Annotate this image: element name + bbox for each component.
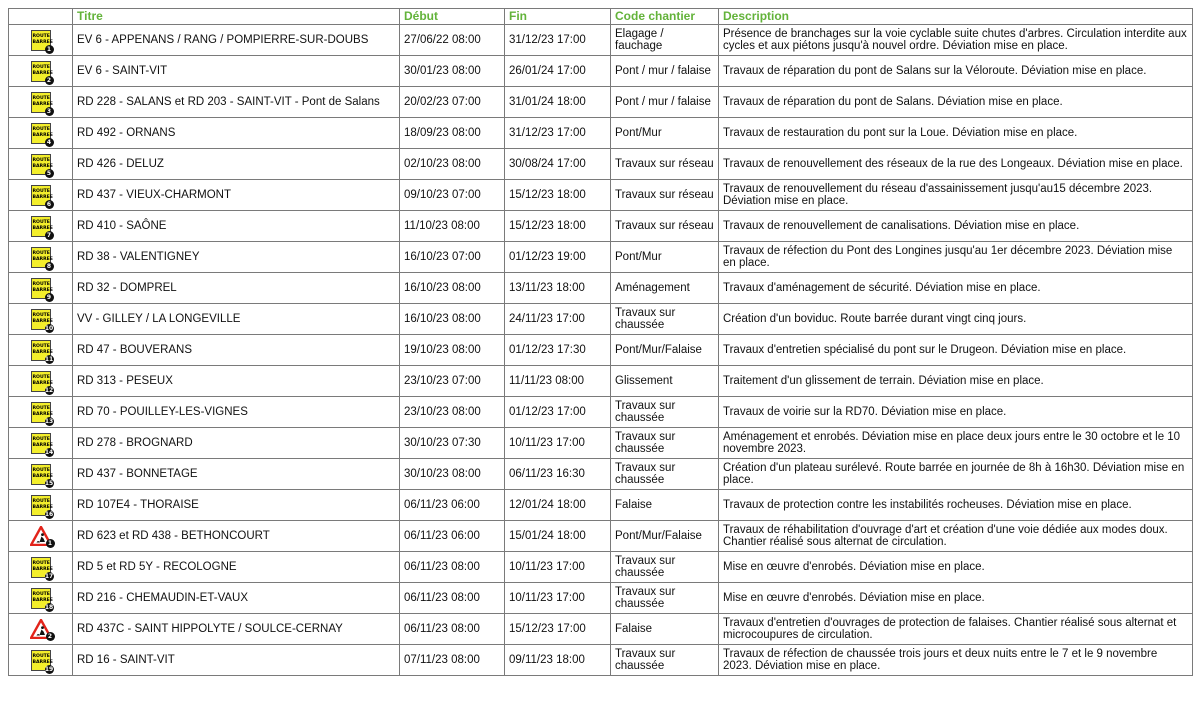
- roadworks-warning-icon: [30, 619, 52, 639]
- cell-end: 30/08/24 17:00: [505, 149, 611, 180]
- cell-start: 06/11/23 08:00: [400, 552, 505, 583]
- cell-description: Travaux de réfection de chaussée trois jours et deux nuits entre le 7 et le 9 novembre 2023. Déviation mise en place.: [719, 645, 1193, 676]
- sign-text-route: ROUTE: [32, 126, 50, 132]
- row-icon-cell: [9, 273, 73, 304]
- row-icon-cell: [9, 242, 73, 273]
- sign-number: 9: [45, 293, 54, 302]
- sign-number: 6: [45, 200, 54, 209]
- row-icon-cell: [9, 87, 73, 118]
- cell-end: 31/12/23 17:00: [505, 118, 611, 149]
- cell-title: RD 216 - CHEMAUDIN-ET-VAUX: [73, 583, 400, 614]
- cell-description: Travaux de voirie sur la RD70. Déviation mise en place.: [719, 397, 1193, 428]
- table-row: [9, 490, 1193, 521]
- table-row: [9, 87, 1193, 118]
- cell-description: Travaux de réhabilitation d'ouvrage d'art et création d'une voie dédiée aux modes doux. Chantier réalisé sous alternat de circulation.: [719, 521, 1193, 552]
- road-closed-icon: [31, 402, 54, 425]
- cell-title: RD 410 - SAÔNE: [73, 211, 400, 242]
- cell-start: 16/10/23 08:00: [400, 304, 505, 335]
- cell-code: Travaux sur réseau: [611, 149, 719, 180]
- row-icon-cell: [9, 521, 73, 552]
- sign-text-barree: BARREE: [32, 163, 53, 169]
- cell-start: 27/06/22 08:00: [400, 25, 505, 56]
- table-row: [9, 459, 1193, 490]
- sign-text-barree: BARREE: [32, 256, 53, 262]
- cell-end: 13/11/23 18:00: [505, 273, 611, 304]
- road-closed-icon: [31, 185, 51, 206]
- header-icon: [9, 9, 73, 25]
- cell-title: RD 437C - SAINT HIPPOLYTE / SOULCE-CERNAY: [73, 614, 400, 645]
- table-row: [9, 521, 1193, 552]
- cell-code: Pont/Mur: [611, 118, 719, 149]
- cell-end: 24/11/23 17:00: [505, 304, 611, 335]
- cell-description: Travaux de renouvellement de canalisations. Déviation mise en place.: [719, 211, 1193, 242]
- sign-text-barree: BARREE: [32, 132, 53, 138]
- cell-description: Traitement d'un glissement de terrain. Déviation mise en place.: [719, 366, 1193, 397]
- roadworks-warning-icon: [30, 526, 52, 546]
- sign-text-barree: BARREE: [32, 70, 53, 76]
- row-icon-cell: [9, 552, 73, 583]
- cell-description: Création d'un boviduc. Route barrée durant vingt cinq jours.: [719, 304, 1193, 335]
- cell-title: VV - GILLEY / LA LONGEVILLE: [73, 304, 400, 335]
- cell-description: Travaux de réparation du pont de Salans. Déviation mise en place.: [719, 87, 1193, 118]
- cell-start: 30/10/23 07:30: [400, 428, 505, 459]
- cell-end: 10/11/23 17:00: [505, 428, 611, 459]
- row-icon-cell: [9, 118, 73, 149]
- road-closed-icon: [31, 30, 51, 51]
- sign-text-barree: BARREE: [32, 566, 53, 572]
- cell-description: Mise en œuvre d'enrobés. Déviation mise en place.: [719, 583, 1193, 614]
- cell-end: 26/01/24 17:00: [505, 56, 611, 87]
- cell-code: Travaux sur chaussée: [611, 304, 719, 335]
- sign-text-route: ROUTE: [32, 64, 50, 70]
- sign-number: 10: [44, 324, 54, 332]
- cell-code: Aménagement: [611, 273, 719, 304]
- cell-description: Travaux de restauration du pont sur la Loue. Déviation mise en place.: [719, 118, 1193, 149]
- cell-code: Pont / mur / falaise: [611, 87, 719, 118]
- row-icon-cell: [9, 366, 73, 397]
- sign-text-barree: BARREE: [32, 101, 53, 107]
- sign-text-route: ROUTE: [32, 374, 50, 380]
- road-closed-icon: [31, 433, 54, 456]
- sign-number: 11: [44, 355, 54, 363]
- cell-start: 30/01/23 08:00: [400, 56, 505, 87]
- cell-description: Travaux d'aménagement de sécurité. Déviation mise en place.: [719, 273, 1193, 304]
- cell-description: Travaux de protection contre les instabilités rocheuses. Déviation mise en place.: [719, 490, 1193, 521]
- row-icon-cell: [9, 428, 73, 459]
- sign-number: 2: [45, 76, 54, 85]
- cell-end: 15/12/23 18:00: [505, 211, 611, 242]
- cell-end: 10/11/23 17:00: [505, 583, 611, 614]
- sign-number: 2: [46, 632, 55, 641]
- cell-code: Pont/Mur: [611, 242, 719, 273]
- sign-text-barree: BARREE: [32, 380, 53, 386]
- cell-title: RD 623 et RD 438 - BETHONCOURT: [73, 521, 400, 552]
- cell-title: RD 426 - DELUZ: [73, 149, 400, 180]
- cell-end: 15/01/24 18:00: [505, 521, 611, 552]
- sign-number: 15: [44, 479, 54, 487]
- row-icon-cell: [9, 304, 73, 335]
- table-row: [9, 25, 1193, 56]
- table-row: [9, 118, 1193, 149]
- table-row: [9, 428, 1193, 459]
- sign-text-route: ROUTE: [32, 157, 50, 163]
- road-closed-icon: [31, 278, 51, 299]
- row-icon-cell: [9, 211, 73, 242]
- sign-text-route: ROUTE: [32, 219, 50, 225]
- sign-number: 1: [46, 539, 55, 548]
- cell-title: RD 437 - VIEUX-CHARMONT: [73, 180, 400, 211]
- cell-description: Mise en œuvre d'enrobés. Déviation mise en place.: [719, 552, 1193, 583]
- sign-text-route: ROUTE: [32, 405, 50, 411]
- row-icon-cell: [9, 397, 73, 428]
- cell-code: Glissement: [611, 366, 719, 397]
- row-icon-cell: [9, 459, 73, 490]
- sign-text-barree: BARREE: [32, 225, 53, 231]
- table-row: [9, 242, 1193, 273]
- table-header: [9, 9, 1193, 25]
- road-closed-icon: [31, 247, 51, 268]
- sign-number: 19: [44, 665, 54, 673]
- cell-code: Travaux sur réseau: [611, 211, 719, 242]
- road-closed-icon: [31, 61, 51, 82]
- cell-title: RD 492 - ORNANS: [73, 118, 400, 149]
- cell-code: Travaux sur chaussée: [611, 459, 719, 490]
- table-row: [9, 645, 1193, 676]
- cell-description: Travaux de réparation du pont de Salans sur la Véloroute. Déviation mise en place.: [719, 56, 1193, 87]
- cell-start: 23/10/23 07:00: [400, 366, 505, 397]
- cell-start: 16/10/23 07:00: [400, 242, 505, 273]
- row-icon-cell: [9, 180, 73, 211]
- cell-end: 01/12/23 17:00: [505, 397, 611, 428]
- cell-start: 06/11/23 06:00: [400, 490, 505, 521]
- sign-number: 16: [44, 510, 54, 518]
- row-icon-cell: [9, 490, 73, 521]
- road-closed-icon: [31, 495, 54, 518]
- row-icon-cell: [9, 614, 73, 645]
- sign-text-route: ROUTE: [32, 343, 50, 349]
- cell-code: Travaux sur chaussée: [611, 583, 719, 614]
- table-row: [9, 335, 1193, 366]
- cell-title: RD 16 - SAINT-VIT: [73, 645, 400, 676]
- roadworks-table-container: [8, 8, 1192, 676]
- cell-title: EV 6 - SAINT-VIT: [73, 56, 400, 87]
- road-closed-icon: [31, 92, 51, 113]
- sign-number: 13: [44, 417, 54, 425]
- sign-text-route: ROUTE: [32, 467, 50, 473]
- cell-start: 06/11/23 06:00: [400, 521, 505, 552]
- cell-title: RD 107E4 - THORAISE: [73, 490, 400, 521]
- table-row: [9, 366, 1193, 397]
- row-icon-cell: [9, 149, 73, 180]
- sign-text-barree: BARREE: [32, 504, 53, 510]
- cell-code: Falaise: [611, 614, 719, 645]
- table-row: [9, 56, 1193, 87]
- cell-start: 06/11/23 08:00: [400, 583, 505, 614]
- header-description: Description: [719, 9, 1193, 25]
- sign-text-route: ROUTE: [32, 560, 50, 566]
- cell-start: 20/02/23 07:00: [400, 87, 505, 118]
- sign-text-barree: BARREE: [32, 659, 53, 665]
- cell-description: Travaux de réfection du Pont des Longines jusqu'au 1er décembre 2023. Déviation mise en place.: [719, 242, 1193, 273]
- cell-description: Travaux d'entretien spécialisé du pont sur le Drugeon. Déviation mise en place.: [719, 335, 1193, 366]
- cell-start: 18/09/23 08:00: [400, 118, 505, 149]
- road-closed-icon: [31, 588, 54, 611]
- cell-code: Pont / mur / falaise: [611, 56, 719, 87]
- cell-end: 09/11/23 18:00: [505, 645, 611, 676]
- sign-text-route: ROUTE: [32, 250, 50, 256]
- cell-title: RD 228 - SALANS et RD 203 - SAINT-VIT - Pont de Salans: [73, 87, 400, 118]
- sign-text-route: ROUTE: [32, 653, 50, 659]
- cell-title: RD 38 - VALENTIGNEY: [73, 242, 400, 273]
- cell-end: 10/11/23 17:00: [505, 552, 611, 583]
- road-closed-icon: [31, 309, 54, 332]
- cell-title: RD 278 - BROGNARD: [73, 428, 400, 459]
- cell-start: 16/10/23 08:00: [400, 273, 505, 304]
- cell-title: RD 5 et RD 5Y - RECOLOGNE: [73, 552, 400, 583]
- sign-text-route: ROUTE: [32, 95, 50, 101]
- cell-end: 01/12/23 19:00: [505, 242, 611, 273]
- cell-description: Travaux de renouvellement du réseau d'assainissement jusqu'au15 décembre 2023. Déviation mise en place.: [719, 180, 1193, 211]
- cell-title: RD 70 - POUILLEY-LES-VIGNES: [73, 397, 400, 428]
- sign-number: 7: [45, 231, 54, 240]
- cell-start: 07/11/23 08:00: [400, 645, 505, 676]
- sign-text-route: ROUTE: [32, 498, 50, 504]
- cell-description: Travaux d'entretien d'ouvrages de protection de falaises. Chantier réalisé sous alternat et microcoupures de circulation.: [719, 614, 1193, 645]
- cell-title: EV 6 - APPENANS / RANG / POMPIERRE-SUR-DOUBS: [73, 25, 400, 56]
- cell-description: Présence de branchages sur la voie cyclable suite chutes d'arbres. Circulation interdite aux cycles et aux piétons jusqu'à nouvel ordre. Déviation mise en place.: [719, 25, 1193, 56]
- sign-number: 3: [45, 107, 54, 116]
- cell-code: Travaux sur chaussée: [611, 397, 719, 428]
- sign-text-barree: BARREE: [32, 597, 53, 603]
- road-closed-icon: [31, 154, 51, 175]
- sign-text-route: ROUTE: [32, 188, 50, 194]
- sign-number: 5: [45, 169, 54, 178]
- row-icon-cell: [9, 583, 73, 614]
- cell-description: Création d'un plateau surélevé. Route barrée en journée de 8h à 16h30. Déviation mise en place.: [719, 459, 1193, 490]
- road-closed-icon: [31, 123, 51, 144]
- road-closed-icon: [31, 650, 54, 673]
- cell-start: 19/10/23 08:00: [400, 335, 505, 366]
- sign-number: 4: [45, 138, 54, 147]
- cell-code: Pont/Mur/Falaise: [611, 521, 719, 552]
- table-row: [9, 149, 1193, 180]
- table-row: [9, 273, 1193, 304]
- row-icon-cell: [9, 25, 73, 56]
- cell-end: 15/12/23 18:00: [505, 180, 611, 211]
- row-icon-cell: [9, 645, 73, 676]
- table-body: [9, 25, 1193, 676]
- sign-text-route: ROUTE: [32, 33, 50, 39]
- cell-title: RD 437 - BONNETAGE: [73, 459, 400, 490]
- cell-start: 06/11/23 08:00: [400, 614, 505, 645]
- cell-end: 06/11/23 16:30: [505, 459, 611, 490]
- cell-code: Travaux sur réseau: [611, 180, 719, 211]
- header-end: Fin: [505, 9, 611, 25]
- header-row: [9, 9, 1193, 25]
- header-code: Code chantier: [611, 9, 719, 25]
- cell-start: 09/10/23 07:00: [400, 180, 505, 211]
- cell-end: 12/01/24 18:00: [505, 490, 611, 521]
- sign-number: 12: [44, 386, 54, 394]
- cell-description: Aménagement et enrobés. Déviation mise en place deux jours entre le 30 octobre et le 10 novembre 2023.: [719, 428, 1193, 459]
- table-row: [9, 180, 1193, 211]
- sign-text-route: ROUTE: [32, 312, 50, 318]
- road-closed-icon: [31, 340, 54, 363]
- roadworks-table: [8, 8, 1193, 676]
- sign-number: 8: [45, 262, 54, 271]
- table-row: [9, 211, 1193, 242]
- road-closed-icon: [31, 216, 51, 237]
- table-row: [9, 552, 1193, 583]
- header-start: Début: [400, 9, 505, 25]
- cell-title: RD 32 - DOMPREL: [73, 273, 400, 304]
- cell-start: 11/10/23 08:00: [400, 211, 505, 242]
- row-icon-cell: [9, 335, 73, 366]
- sign-number: 17: [44, 572, 54, 580]
- cell-code: Elagage / fauchage: [611, 25, 719, 56]
- table-row: [9, 583, 1193, 614]
- cell-code: Travaux sur chaussée: [611, 645, 719, 676]
- cell-end: 11/11/23 08:00: [505, 366, 611, 397]
- cell-start: 02/10/23 08:00: [400, 149, 505, 180]
- sign-text-barree: BARREE: [32, 473, 53, 479]
- cell-code: Pont/Mur/Falaise: [611, 335, 719, 366]
- cell-code: Falaise: [611, 490, 719, 521]
- cell-end: 01/12/23 17:30: [505, 335, 611, 366]
- road-closed-icon: [31, 464, 54, 487]
- header-title: Titre: [73, 9, 400, 25]
- sign-number: 14: [44, 448, 54, 456]
- cell-start: 23/10/23 08:00: [400, 397, 505, 428]
- cell-start: 30/10/23 08:00: [400, 459, 505, 490]
- road-closed-icon: [31, 371, 54, 394]
- road-closed-icon: [31, 557, 54, 580]
- cell-code: Travaux sur chaussée: [611, 552, 719, 583]
- sign-text-barree: BARREE: [32, 39, 53, 45]
- row-icon-cell: [9, 56, 73, 87]
- cell-end: 15/12/23 17:00: [505, 614, 611, 645]
- sign-text-barree: BARREE: [32, 442, 53, 448]
- sign-text-barree: BARREE: [32, 411, 53, 417]
- sign-text-barree: BARREE: [32, 349, 53, 355]
- table-row: [9, 304, 1193, 335]
- cell-end: 31/01/24 18:00: [505, 87, 611, 118]
- cell-title: RD 47 - BOUVERANS: [73, 335, 400, 366]
- sign-text-route: ROUTE: [32, 591, 50, 597]
- sign-text-route: ROUTE: [32, 436, 50, 442]
- table-row: [9, 614, 1193, 645]
- table-row: [9, 397, 1193, 428]
- sign-text-route: ROUTE: [32, 281, 50, 287]
- cell-code: Travaux sur chaussée: [611, 428, 719, 459]
- sign-text-barree: BARREE: [32, 287, 53, 293]
- sign-text-barree: BARREE: [32, 318, 53, 324]
- cell-description: Travaux de renouvellement des réseaux de la rue des Longeaux. Déviation mise en place.: [719, 149, 1193, 180]
- cell-title: RD 313 - PESEUX: [73, 366, 400, 397]
- sign-number: 18: [44, 603, 54, 611]
- sign-text-barree: BARREE: [32, 194, 53, 200]
- cell-end: 31/12/23 17:00: [505, 25, 611, 56]
- sign-number: 1: [45, 45, 54, 54]
